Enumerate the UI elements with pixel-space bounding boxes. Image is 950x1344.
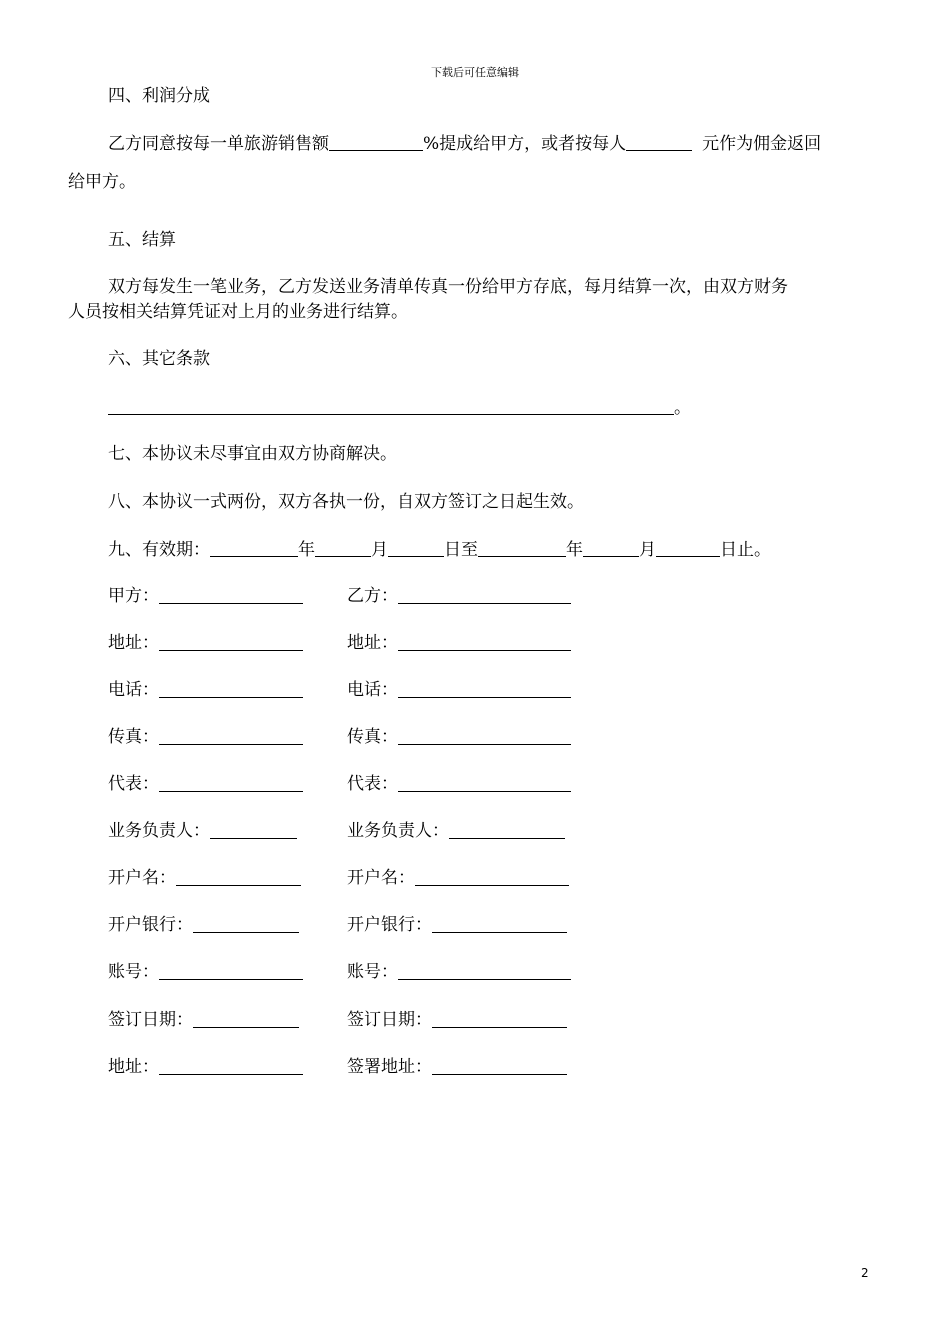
section-6-body	[108, 397, 691, 418]
month-label-1: 月	[371, 540, 388, 560]
party-a-phone-row	[108, 680, 303, 700]
party-a-account-name-blank[interactable]	[176, 868, 301, 886]
section-5-body-line2: 人员按相关结算凭证对上月的业务进行结算。	[68, 302, 408, 322]
party-a-blank[interactable]	[159, 586, 303, 604]
party-b-fax-blank[interactable]	[398, 727, 571, 745]
party-b-fax-label: 传真：	[347, 727, 398, 747]
party-a-address2-blank[interactable]	[159, 1057, 303, 1075]
party-a-address-label: 地址：	[108, 633, 159, 653]
party-a-address2-label: 地址：	[108, 1057, 159, 1077]
party-a-account-name-label: 开户名：	[108, 868, 176, 888]
party-b-blank[interactable]	[398, 586, 571, 604]
other-terms-blank[interactable]	[108, 397, 674, 415]
party-b-address-blank[interactable]	[398, 633, 571, 651]
party-b-sign-date-row	[347, 1010, 567, 1030]
party-a-phone-blank[interactable]	[159, 680, 303, 698]
party-a-account-no-blank[interactable]	[159, 962, 303, 980]
year-label-2: 年	[566, 540, 583, 560]
section-4-title: 四、利润分成	[108, 86, 210, 106]
party-a-phone-label: 电话：	[108, 680, 159, 700]
party-b-sign-place-row	[347, 1057, 567, 1077]
party-b-bank-row	[347, 915, 567, 935]
party-b-sign-date-blank[interactable]	[432, 1010, 567, 1028]
party-a-manager-blank[interactable]	[210, 821, 297, 839]
party-b-manager-blank[interactable]	[449, 821, 565, 839]
party-a-fax-label: 传真：	[108, 727, 159, 747]
section-5-title: 五、结算	[108, 230, 176, 250]
party-b-rep-blank[interactable]	[398, 774, 571, 792]
page-header: 下载后可任意编辑	[431, 66, 519, 79]
party-b-bank-label: 开户银行：	[347, 915, 432, 935]
party-a-sign-date-blank[interactable]	[193, 1010, 299, 1028]
party-b-fax-row	[347, 727, 571, 747]
section-8: 八、本协议一式两份，双方各执一份，自双方签订之日起生效。	[108, 492, 584, 512]
party-b-account-no-blank[interactable]	[398, 962, 571, 980]
party-a-rep-label: 代表：	[108, 774, 159, 794]
year-label-1: 年	[298, 540, 315, 560]
party-a-bank-row	[108, 915, 299, 935]
party-b-manager-label: 业务负责人：	[347, 821, 449, 841]
s4-text-2: %提成给甲方，或者按每人	[423, 134, 627, 154]
party-b-address-row	[347, 633, 571, 653]
party-a-fax-blank[interactable]	[159, 727, 303, 745]
party-a-address-row	[108, 633, 303, 653]
party-a-address-blank[interactable]	[159, 633, 303, 651]
party-b-label: 乙方：	[347, 586, 398, 606]
party-a-fax-row	[108, 727, 303, 747]
validity-label: 九、有效期：	[108, 540, 210, 560]
party-b-sign-place-label: 签署地址：	[347, 1057, 432, 1077]
party-b-row	[347, 586, 571, 606]
s4-text-3: 元作为佣金返回	[702, 134, 822, 154]
party-a-account-no-label: 账号：	[108, 962, 159, 982]
party-b-phone-label: 电话：	[347, 680, 398, 700]
party-b-address-label: 地址：	[347, 633, 398, 653]
party-b-account-name-row	[347, 868, 569, 888]
party-a-bank-label: 开户银行：	[108, 915, 193, 935]
party-a-account-name-row	[108, 868, 301, 888]
end-label: 日止。	[720, 540, 771, 560]
party-a-manager-label: 业务负责人：	[108, 821, 210, 841]
end-year-blank[interactable]	[478, 539, 566, 557]
s4-text-1: 乙方同意按每一单旅游销售额	[108, 134, 329, 154]
start-year-blank[interactable]	[210, 539, 298, 557]
party-b-manager-row	[347, 821, 565, 841]
section-5-body-line1: 双方每发生一笔业务，乙方发送业务清单传真一份给甲方存底，每月结算一次，由双方财务	[108, 277, 788, 297]
party-a-address2-row	[108, 1057, 303, 1077]
start-month-blank[interactable]	[315, 539, 371, 557]
start-day-blank[interactable]	[388, 539, 444, 557]
section-4-body-line2: 给甲方。	[68, 172, 136, 192]
page-number: 2	[861, 1266, 869, 1280]
party-a-label: 甲方：	[108, 586, 159, 606]
month-label-2: 月	[639, 540, 656, 560]
party-a-rep-blank[interactable]	[159, 774, 303, 792]
party-a-row	[108, 586, 303, 606]
per-person-amount-blank[interactable]	[626, 133, 692, 151]
section-7: 七、本协议未尽事宜由双方协商解决。	[108, 444, 397, 464]
s6-end-mark: 。	[674, 398, 691, 418]
section-4-body-line1	[108, 133, 821, 154]
party-b-rep-row	[347, 774, 571, 794]
party-a-rep-row	[108, 774, 303, 794]
party-b-bank-blank[interactable]	[432, 915, 567, 933]
party-b-account-no-label: 账号：	[347, 962, 398, 982]
party-a-account-no-row	[108, 962, 303, 982]
section-9-validity	[108, 539, 771, 560]
party-a-manager-row	[108, 821, 297, 841]
party-b-sign-date-label: 签订日期：	[347, 1010, 432, 1030]
party-a-bank-blank[interactable]	[193, 915, 299, 933]
party-b-phone-blank[interactable]	[398, 680, 571, 698]
party-b-sign-place-blank[interactable]	[432, 1057, 567, 1075]
day-to-label: 日至	[444, 540, 478, 560]
end-day-blank[interactable]	[656, 539, 720, 557]
party-b-account-name-blank[interactable]	[415, 868, 569, 886]
commission-percent-blank[interactable]	[329, 133, 423, 151]
party-b-rep-label: 代表：	[347, 774, 398, 794]
party-a-sign-date-row	[108, 1010, 299, 1030]
party-a-sign-date-label: 签订日期：	[108, 1010, 193, 1030]
section-6-title: 六、其它条款	[108, 349, 210, 369]
party-b-phone-row	[347, 680, 571, 700]
end-month-blank[interactable]	[583, 539, 639, 557]
party-b-account-no-row	[347, 962, 571, 982]
party-b-account-name-label: 开户名：	[347, 868, 415, 888]
